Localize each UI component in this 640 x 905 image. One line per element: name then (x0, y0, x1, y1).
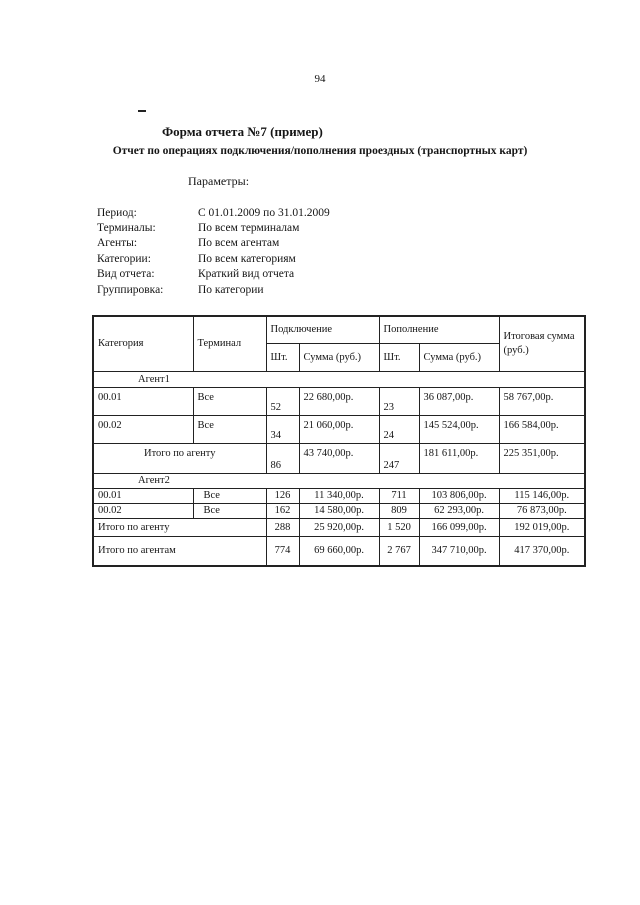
form-title: Форма отчета №7 (пример) (162, 124, 323, 139)
param-label-agents: Агенты: (97, 237, 138, 249)
subtotal-label: Итого по агенту (93, 518, 266, 536)
cell-rep-sum: 103 806,00р. (419, 488, 499, 503)
subtotal-total: 225 351,00р. (499, 443, 585, 473)
param-value-agents: По всем агентам (198, 237, 280, 249)
cell-category: 00.01 (93, 488, 193, 503)
grand-total-rep-sum: 347 710,00р. (419, 536, 499, 566)
grand-total-conn-sum: 69 660,00р. (299, 536, 379, 566)
cell-rep-qty: 24 (379, 415, 419, 443)
subtotal-conn-qty: 86 (266, 443, 299, 473)
cell-rep-sum: 36 087,00р. (419, 387, 499, 415)
cell-terminal: Все (193, 503, 266, 518)
subtotal-total: 192 019,00р. (499, 518, 585, 536)
agent-name: Агент1 (93, 371, 585, 387)
param-label-terminals: Терминалы: (97, 222, 156, 234)
grand-total-label: Итого по агентам (93, 536, 266, 566)
dash-mark (138, 110, 146, 112)
subtotal-rep-qty: 247 (379, 443, 419, 473)
cell-conn-sum: 14 580,00р. (299, 503, 379, 518)
cell-total: 166 584,00р. (499, 415, 585, 443)
cell-category: 00.02 (93, 503, 193, 518)
subtotal-conn-qty: 288 (266, 518, 299, 536)
cell-terminal: Все (193, 415, 266, 443)
subtotal-row (93, 518, 585, 536)
cell-terminal: Все (193, 387, 266, 415)
header-rep-qty: Шт. (379, 343, 419, 371)
param-value-report-type: Краткий вид отчета (198, 268, 295, 280)
subtotal-conn-sum: 25 920,00р. (299, 518, 379, 536)
cell-conn-sum: 22 680,00р. (299, 387, 379, 415)
subtotal-label: Итого по агенту (93, 443, 266, 473)
grand-total-conn-qty: 774 (266, 536, 299, 566)
cell-terminal: Все (193, 488, 266, 503)
subtotal-rep-sum: 166 099,00р. (419, 518, 499, 536)
cell-rep-qty: 23 (379, 387, 419, 415)
header-rep-sum: Сумма (руб.) (419, 343, 499, 371)
cell-category: 00.01 (93, 387, 193, 415)
table-row (93, 503, 585, 518)
cell-total: 115 146,00р. (499, 488, 585, 503)
header-replenishment: Пополнение (379, 316, 499, 343)
param-label-report-type: Вид отчета: (97, 268, 155, 280)
cell-rep-qty: 809 (379, 503, 419, 518)
subtotal-rep-qty: 1 520 (379, 518, 419, 536)
header-conn-sum: Сумма (руб.) (299, 343, 379, 371)
header-terminal: Терминал (193, 316, 266, 371)
table-row (93, 387, 585, 415)
param-label-period: Период: (97, 207, 137, 219)
cell-conn-qty: 126 (266, 488, 299, 503)
report-title: Отчет по операциях подключения/пополнения проездных (транспортных карт) (112, 145, 528, 157)
table-row (93, 415, 585, 443)
subtotal-row (93, 443, 585, 473)
grand-total-row (93, 536, 585, 566)
cell-rep-qty: 711 (379, 488, 419, 503)
cell-total: 76 873,00р. (499, 503, 585, 518)
cell-conn-sum: 21 060,00р. (299, 415, 379, 443)
header-conn-qty: Шт. (266, 343, 299, 371)
cell-rep-sum: 62 293,00р. (419, 503, 499, 518)
agent-name: Агент2 (93, 473, 585, 488)
params-heading: Параметры: (188, 174, 250, 188)
subtotal-rep-sum: 181 611,00р. (419, 443, 499, 473)
cell-category: 00.02 (93, 415, 193, 443)
param-value-terminals: По всем терминалам (198, 222, 300, 234)
cell-conn-qty: 34 (266, 415, 299, 443)
page-number: 94 (314, 73, 326, 85)
param-value-categories: По всем категориям (198, 253, 296, 265)
table-row (93, 488, 585, 503)
cell-conn-qty: 162 (266, 503, 299, 518)
header-connection: Подключение (266, 316, 379, 343)
report-table (92, 315, 586, 567)
param-value-period: С 01.01.2009 по 31.01.2009 (198, 207, 330, 219)
subtotal-conn-sum: 43 740,00р. (299, 443, 379, 473)
param-label-categories: Категории: (97, 253, 151, 265)
header-total: Итоговая сумма (руб.) (499, 316, 585, 371)
grand-total-rep-qty: 2 767 (379, 536, 419, 566)
cell-conn-qty: 52 (266, 387, 299, 415)
param-value-grouping: По категории (198, 284, 264, 296)
param-label-grouping: Группировка: (97, 284, 164, 296)
cell-conn-sum: 11 340,00р. (299, 488, 379, 503)
grand-total-total: 417 370,00р. (499, 536, 585, 566)
cell-total: 58 767,00р. (499, 387, 585, 415)
cell-rep-sum: 145 524,00р. (419, 415, 499, 443)
header-category: Категория (93, 316, 193, 371)
